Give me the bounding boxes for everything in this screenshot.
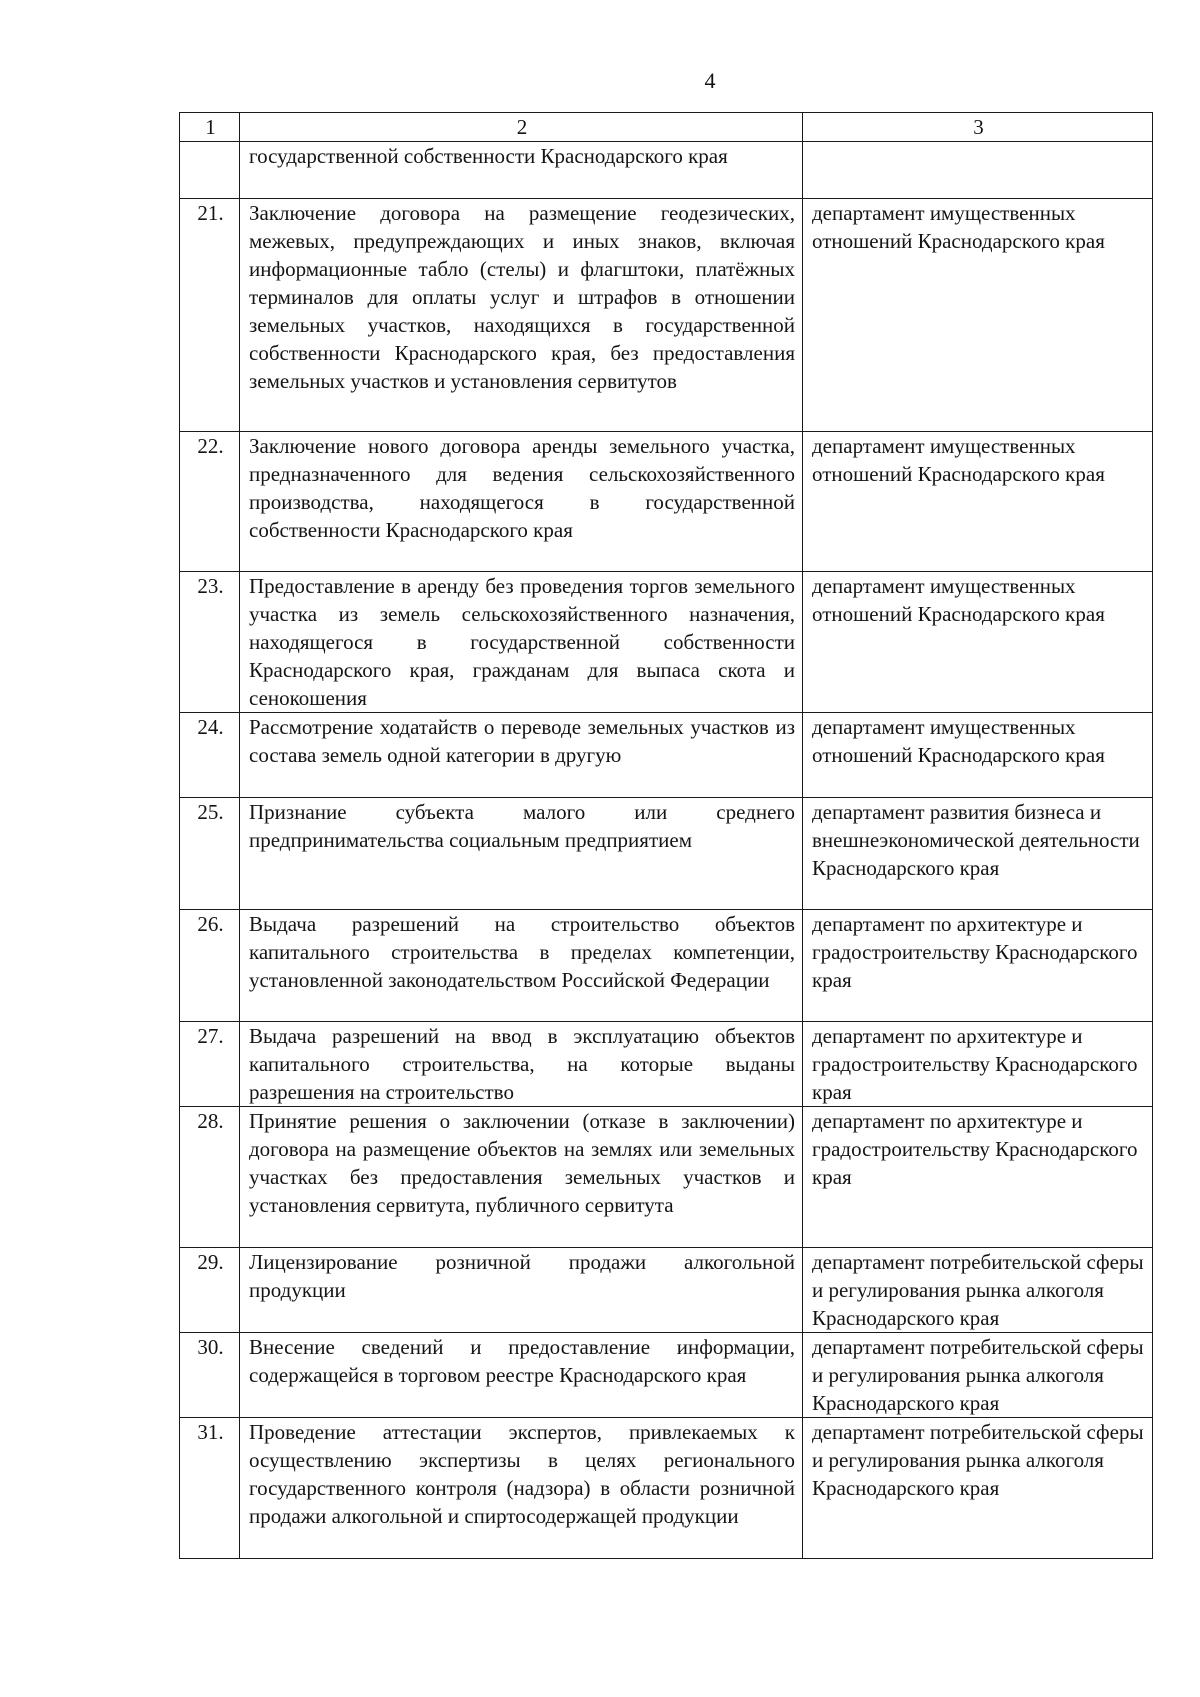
service-description: Лицензирование розничной продажи алкогольной продукции (240, 1248, 803, 1333)
column-header-1: 1 (180, 113, 240, 142)
service-description: Признание субъекта малого или среднего предпринимательства социальным предприятием (240, 798, 803, 910)
row-number (180, 142, 240, 199)
table-row (180, 798, 1153, 910)
row-number: 29. (180, 1248, 240, 1333)
row-number: 24. (180, 713, 240, 798)
services-table (179, 112, 1153, 1559)
responsible-department: департамент развития бизнеса и внешнеэкономической деятельности Краснодарского края (803, 798, 1153, 910)
table-row (180, 910, 1153, 1022)
responsible-department: департамент имущественных отношений Краснодарского края (803, 199, 1153, 432)
table-row (180, 572, 1153, 713)
table-row (180, 142, 1153, 199)
responsible-department: департамент потребительской сферы и регулирования рынка алкоголя Краснодарского края (803, 1248, 1153, 1333)
service-description: Внесение сведений и предоставление информации, содержащейся в торговом реестре Краснодарского края (240, 1333, 803, 1418)
table-row (180, 713, 1153, 798)
service-description: Заключение договора на размещение геодезических, межевых, предупреждающих и иных знаков, включая информационные табло (стелы) и флагштоки, платёжных терминалов для оплаты услуг и штрафов в отношении земельных участков, находящихся в государственной собственности Краснодарского края, без предоставления земельных участков и установления сервитутов (240, 199, 803, 432)
row-number: 25. (180, 798, 240, 910)
table-header-row (180, 113, 1153, 142)
service-description: Проведение аттестации экспертов, привлекаемых к осуществлению экспертизы в целях регионального государственного контроля (надзора) в области розничной продажи алкогольной и спиртосодержащей продукции (240, 1418, 803, 1559)
service-description: Выдача разрешений на строительство объектов капитального строительства в пределах компетенции, установленной законодательством Российской Федерации (240, 910, 803, 1022)
responsible-department: департамент по архитектуре и градостроительству Краснодарского края (803, 1107, 1153, 1248)
table-row (180, 1333, 1153, 1418)
responsible-department: департамент имущественных отношений Краснодарского края (803, 572, 1153, 713)
service-description: Заключение нового договора аренды земельного участка, предназначенного для ведения сельскохозяйственного производства, находящегося в государственной собственности Краснодарского края (240, 432, 803, 572)
table-row (180, 432, 1153, 572)
service-description: Рассмотрение ходатайств о переводе земельных участков из состава земель одной категории в другую (240, 713, 803, 798)
responsible-department: департамент имущественных отношений Краснодарского края (803, 713, 1153, 798)
row-number: 22. (180, 432, 240, 572)
row-number: 27. (180, 1022, 240, 1107)
column-header-3: 3 (803, 113, 1153, 142)
row-number: 28. (180, 1107, 240, 1248)
service-description: Принятие решения о заключении (отказе в заключении) договора на размещение объектов на землях или земельных участках без предоставления земельных участков и установления сервитута, публичного сервитута (240, 1107, 803, 1248)
service-description: Выдача разрешений на ввод в эксплуатацию объектов капитального строительства, на которые выданы разрешения на строительство (240, 1022, 803, 1107)
row-number: 21. (180, 199, 240, 432)
page-number: 4 (704, 68, 716, 93)
table-row (180, 1248, 1153, 1333)
responsible-department: департамент по архитектуре и градостроительству Краснодарского края (803, 910, 1153, 1022)
row-number: 30. (180, 1333, 240, 1418)
row-number: 23. (180, 572, 240, 713)
table-row (180, 199, 1153, 432)
responsible-department: департамент по архитектуре и градостроительству Краснодарского края (803, 1022, 1153, 1107)
row-number: 26. (180, 910, 240, 1022)
responsible-department (803, 142, 1153, 199)
responsible-department: департамент имущественных отношений Краснодарского края (803, 432, 1153, 572)
table-row (180, 1418, 1153, 1559)
responsible-department: департамент потребительской сферы и регулирования рынка алкоголя Краснодарского края (803, 1418, 1153, 1559)
service-description: Предоставление в аренду без проведения торгов земельного участка из земель сельскохозяйственного назначения, находящегося в государственной собственности Краснодарского края, гражданам для выпаса скота и сенокошения (240, 572, 803, 713)
row-number: 31. (180, 1418, 240, 1559)
responsible-department: департамент потребительской сферы и регулирования рынка алкоголя Краснодарского края (803, 1333, 1153, 1418)
table-row (180, 1107, 1153, 1248)
table-row (180, 1022, 1153, 1107)
column-header-2: 2 (240, 113, 803, 142)
service-description: государственной собственности Краснодарского края (240, 142, 803, 199)
